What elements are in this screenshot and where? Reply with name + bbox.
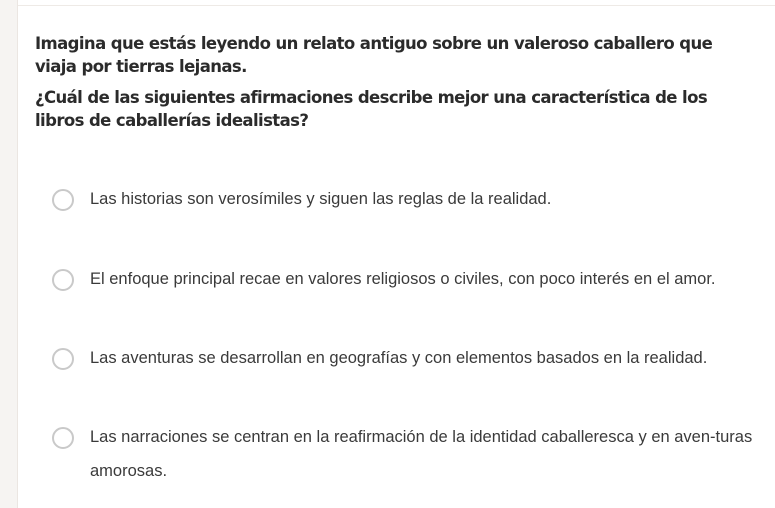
radio-button-icon[interactable] [52,189,74,211]
answer-option-2[interactable] [52,268,760,296]
answer-option-3[interactable] [52,347,760,375]
question-context: Imagina que estás leyendo un relato antiguo sobre un valeroso caballero que viaja por tierras lejanas. [35,34,713,76]
answer-option-label: El enfoque principal recae en valores religiosos o civiles, con poco interés en el amor. [90,270,716,288]
question-block [35,32,725,132]
answer-option-1[interactable] [52,188,760,216]
card-divider [18,5,775,6]
radio-button-icon[interactable] [52,427,74,449]
answer-option-label: Las historias son verosímiles y siguen las reglas de la realidad. [90,190,552,208]
question-prompt: ¿Cuál de las siguientes afirmaciones describe mejor una característica de los libros de caballerías idealistas? [35,88,708,130]
radio-button-icon[interactable] [52,348,74,370]
answer-option-4[interactable] [52,426,760,488]
question-card [17,0,775,508]
answer-option-label: Las narraciones se centran en la reafirmación de la identidad caballeresca y en aven-turas amorosas. [90,428,753,480]
radio-button-icon[interactable] [52,269,74,291]
answer-option-label: Las aventuras se desarrollan en geografías y con elementos basados en la realidad. [90,349,708,367]
